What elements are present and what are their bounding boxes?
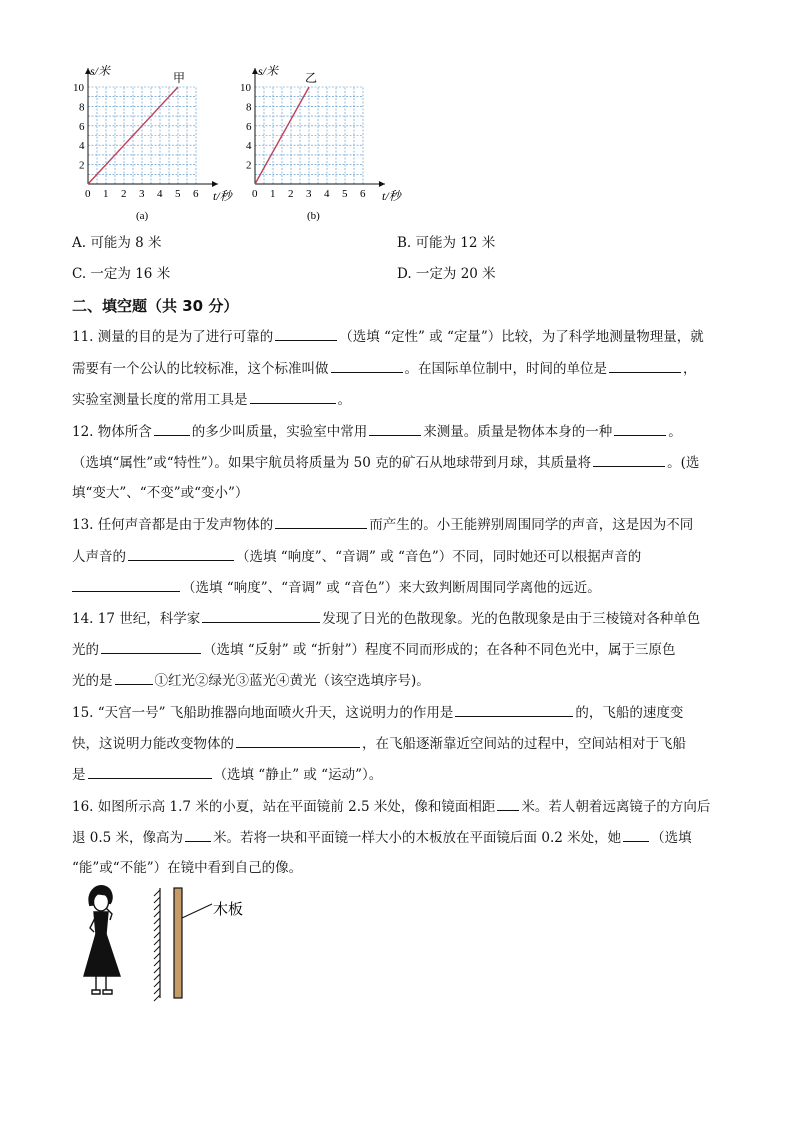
q11-line3 xyxy=(72,389,726,410)
q12-blank-4[interactable] xyxy=(593,452,665,467)
q15-text: 是 xyxy=(72,767,86,783)
graph-a-x-tick-label: 0 xyxy=(85,188,91,200)
q16-text: 退 0.5 米，像高为 xyxy=(72,830,184,846)
q11-text: 11. 测量的目的是为了进行可靠的 xyxy=(72,329,274,345)
q15-line2 xyxy=(72,733,726,754)
q12-line2 xyxy=(72,452,726,473)
q15-blank-2[interactable] xyxy=(236,733,360,748)
q14-blank-3[interactable] xyxy=(115,670,153,685)
q15-text: （选填 “静止” 或 “运动”）。 xyxy=(213,767,383,783)
mirror-hatch-line xyxy=(154,953,160,959)
q12-text: 12. 物体所含 xyxy=(72,424,152,440)
graph-a-x-label: t/秒 xyxy=(213,189,232,203)
q11-text: （选填 “定性” 或 “定量”）比较，为了科学地测量物理量，就 xyxy=(339,329,704,345)
graph-a-y-tick-label: 10 xyxy=(73,82,84,94)
q11-blank-1[interactable] xyxy=(275,326,337,341)
q16-line2 xyxy=(72,827,726,848)
q12-text: （选填“属性”或“特性”）。如果宇航员将质量为 50 克的矿石从地球带到月球，其质量将 xyxy=(72,455,592,471)
mirror-hatch-line xyxy=(154,995,160,1001)
graph-a-caption: (a) xyxy=(136,210,149,222)
q15-text: ，在飞船逐渐靠近空间站的过程中，空间站相对于飞船 xyxy=(362,736,686,752)
option-c[interactable]: C. 一定为 16 米 xyxy=(72,266,171,282)
mirror-hatch-line xyxy=(154,932,160,938)
graph-a-x-tick-label: 6 xyxy=(193,188,199,200)
mirror-hatch-line xyxy=(154,904,160,910)
q16-text: 16. 如图所示高 1.7 米的小夏，站在平面镜前 2.5 米处，像和镜面相距 xyxy=(72,799,496,815)
graph-a-x-tick-label: 4 xyxy=(157,188,163,200)
q16-blank-1[interactable] xyxy=(497,796,519,811)
q13-text: （选填 “响度”、“音调” 或 “音色”）不同，同时她还可以根据声音的 xyxy=(236,549,642,565)
q13-text: （选填 “响度”、“音调” 或 “音色”）来大致判断周围同学离他的远近。 xyxy=(182,580,601,596)
graph-b-x-arrow xyxy=(379,181,385,187)
q11-text: 。 xyxy=(337,392,351,408)
graph-b-y-tick-label: 2 xyxy=(246,159,252,172)
graph-a-line-label: 甲 xyxy=(173,71,186,85)
mirror-hatch-line xyxy=(154,890,160,896)
graph-a-x-tick-label: 2 xyxy=(121,188,127,200)
q13-blank-2[interactable] xyxy=(128,546,234,561)
q13-text: 而产生的。小王能辨别周围同学的声音，这是因为不同 xyxy=(369,517,694,533)
q12-text: 的多少叫质量，实验室中常用 xyxy=(191,424,368,440)
graph-b-x-tick-label: 4 xyxy=(324,188,330,200)
q11-blank-2[interactable] xyxy=(331,358,403,373)
q11-blank-3[interactable] xyxy=(609,358,681,373)
q12-line3: 填“变大”、“不变”或“变小”） xyxy=(72,485,249,501)
q15-blank-3[interactable] xyxy=(88,764,212,779)
mirror-hatch-line xyxy=(154,925,160,931)
q12-text: 来测量。质量是物体本身的一种 xyxy=(423,424,613,440)
q15-blank-1[interactable] xyxy=(455,702,573,717)
graph-a-y-tick-label: 8 xyxy=(79,101,85,114)
q11-line1 xyxy=(72,326,726,347)
graph-b-x-tick-label: 6 xyxy=(360,188,366,200)
q14-blank-1[interactable] xyxy=(202,608,320,623)
q16-blank-3[interactable] xyxy=(623,827,649,842)
mirror-hatch-line xyxy=(154,946,160,952)
mirror-figure xyxy=(70,880,290,1010)
q13-text: 人声音的 xyxy=(72,549,126,565)
q14-text: 14. 17 世纪，科学家 xyxy=(72,611,201,627)
graph-b-x-tick-label: 1 xyxy=(270,188,276,200)
q14-text: ①红光②绿光③蓝光④黄光（该空选填序号)。 xyxy=(154,673,430,689)
section-title: 二、填空题（共 30 分） xyxy=(72,297,239,315)
board-label: 木板 xyxy=(213,902,244,918)
q12-blank-2[interactable] xyxy=(369,421,421,436)
q16-text: 米。若人朝着远离镜子的方向后 xyxy=(521,799,711,815)
q11-text: 需要有一个公认的比较标准，这个标准叫做 xyxy=(72,361,329,377)
mirror-hatch-line xyxy=(154,918,160,924)
q14-text: （选填 “反射” 或 “折射”）程度不同而形成的；在各种不同色光中，属于三原色 xyxy=(203,642,676,658)
q13-line3 xyxy=(72,577,726,598)
graph-a-y-tick-label: 2 xyxy=(79,159,85,172)
q11-line2 xyxy=(72,358,726,379)
q12-blank-1[interactable] xyxy=(154,421,190,436)
graph-b-y-tick-label: 4 xyxy=(246,140,252,153)
q16-text: （选填 xyxy=(651,830,692,846)
graph-b xyxy=(237,62,417,224)
plane-mirror xyxy=(154,888,160,1001)
graph-a-x-tick-label: 5 xyxy=(175,188,181,200)
q16-line1 xyxy=(72,796,726,817)
q14-text: 光的 xyxy=(72,642,99,658)
q14-blank-2[interactable] xyxy=(101,639,201,654)
mirror-hatch-line xyxy=(154,967,160,973)
q12-line1 xyxy=(72,421,726,442)
graph-b-x-label: t/秒 xyxy=(382,189,401,203)
graph-a-x-arrow xyxy=(212,181,218,187)
wooden-board xyxy=(174,888,182,998)
graph-a-y-tick-label: 6 xyxy=(79,120,85,133)
q14-line3 xyxy=(72,670,726,691)
graph-a xyxy=(70,62,250,224)
graph-b-caption: (b) xyxy=(307,210,320,222)
graph-b-line-label: 乙 xyxy=(305,71,318,85)
graph-b-x-tick-label: 2 xyxy=(288,188,294,200)
q12-text: 。(选 xyxy=(667,455,700,471)
q13-blank-3[interactable] xyxy=(72,577,180,592)
q15-text: 的，飞船的速度变 xyxy=(575,705,684,721)
board-label-leader xyxy=(182,904,212,918)
q11-blank-4[interactable] xyxy=(250,389,336,404)
q14-line1 xyxy=(72,608,726,629)
q13-line2 xyxy=(72,546,726,567)
mirror-hatch-line xyxy=(154,974,160,980)
mirror-hatch-line xyxy=(154,897,160,903)
option-d[interactable]: D. 一定为 20 米 xyxy=(397,266,496,282)
mirror-hatch-line xyxy=(154,911,160,917)
q14-text: 光的是 xyxy=(72,673,113,689)
q11-text: 。在国际单位制中，时间的单位是 xyxy=(404,361,607,377)
graph-b-y-tick-label: 10 xyxy=(240,82,251,94)
graph-b-y-tick-label: 8 xyxy=(246,101,252,114)
q14-text: 发现了日光的色散现象。光的色散现象是由于三棱镜对各种单色 xyxy=(322,611,701,627)
q12-text: 。 xyxy=(668,424,682,440)
graph-a-x-tick-label: 3 xyxy=(139,188,145,200)
q15-text: 15. “天宫一号” 飞船助推器向地面喷火升天，这说明力的作用是 xyxy=(72,705,454,721)
q14-line2 xyxy=(72,639,726,660)
graph-a-y-label: s/米 xyxy=(90,64,111,78)
graph-b-y-tick-label: 6 xyxy=(246,120,252,133)
q15-text: 快，这说明力能改变物体的 xyxy=(72,736,234,752)
option-a[interactable]: A. 可能为 8 米 xyxy=(72,235,162,251)
q15-line3 xyxy=(72,764,726,785)
q11-text: 实验室测量长度的常用工具是 xyxy=(72,392,248,408)
graph-a-x-tick-label: 1 xyxy=(103,188,109,200)
q15-line1 xyxy=(72,702,726,723)
q13-blank-1[interactable] xyxy=(275,514,367,529)
option-b[interactable]: B. 可能为 12 米 xyxy=(397,235,496,251)
graph-b-x-tick-label: 0 xyxy=(252,188,258,200)
q16-line3: “能”或“不能”）在镜中看到自己的像。 xyxy=(72,860,303,876)
mirror-hatch-line xyxy=(154,960,160,966)
q11-text: ， xyxy=(683,361,697,377)
q13-text: 13. 任何声音都是由于发声物体的 xyxy=(72,517,274,533)
graph-b-y-label: s/米 xyxy=(258,64,279,78)
girl-figure xyxy=(84,886,120,994)
q13-line1 xyxy=(72,514,726,535)
q16-blank-2[interactable] xyxy=(185,827,211,842)
graph-b-x-tick-label: 3 xyxy=(306,188,312,200)
q12-blank-3[interactable] xyxy=(614,421,666,436)
mirror-hatch-line xyxy=(154,981,160,987)
graph-b-x-tick-label: 5 xyxy=(342,188,348,200)
q16-text: 米。若将一块和平面镜一样大小的木板放在平面镜后面 0.2 米处，她 xyxy=(213,830,622,846)
mirror-hatch-line xyxy=(154,988,160,994)
graph-a-y-tick-label: 4 xyxy=(79,140,85,153)
mirror-hatch-line xyxy=(154,939,160,945)
